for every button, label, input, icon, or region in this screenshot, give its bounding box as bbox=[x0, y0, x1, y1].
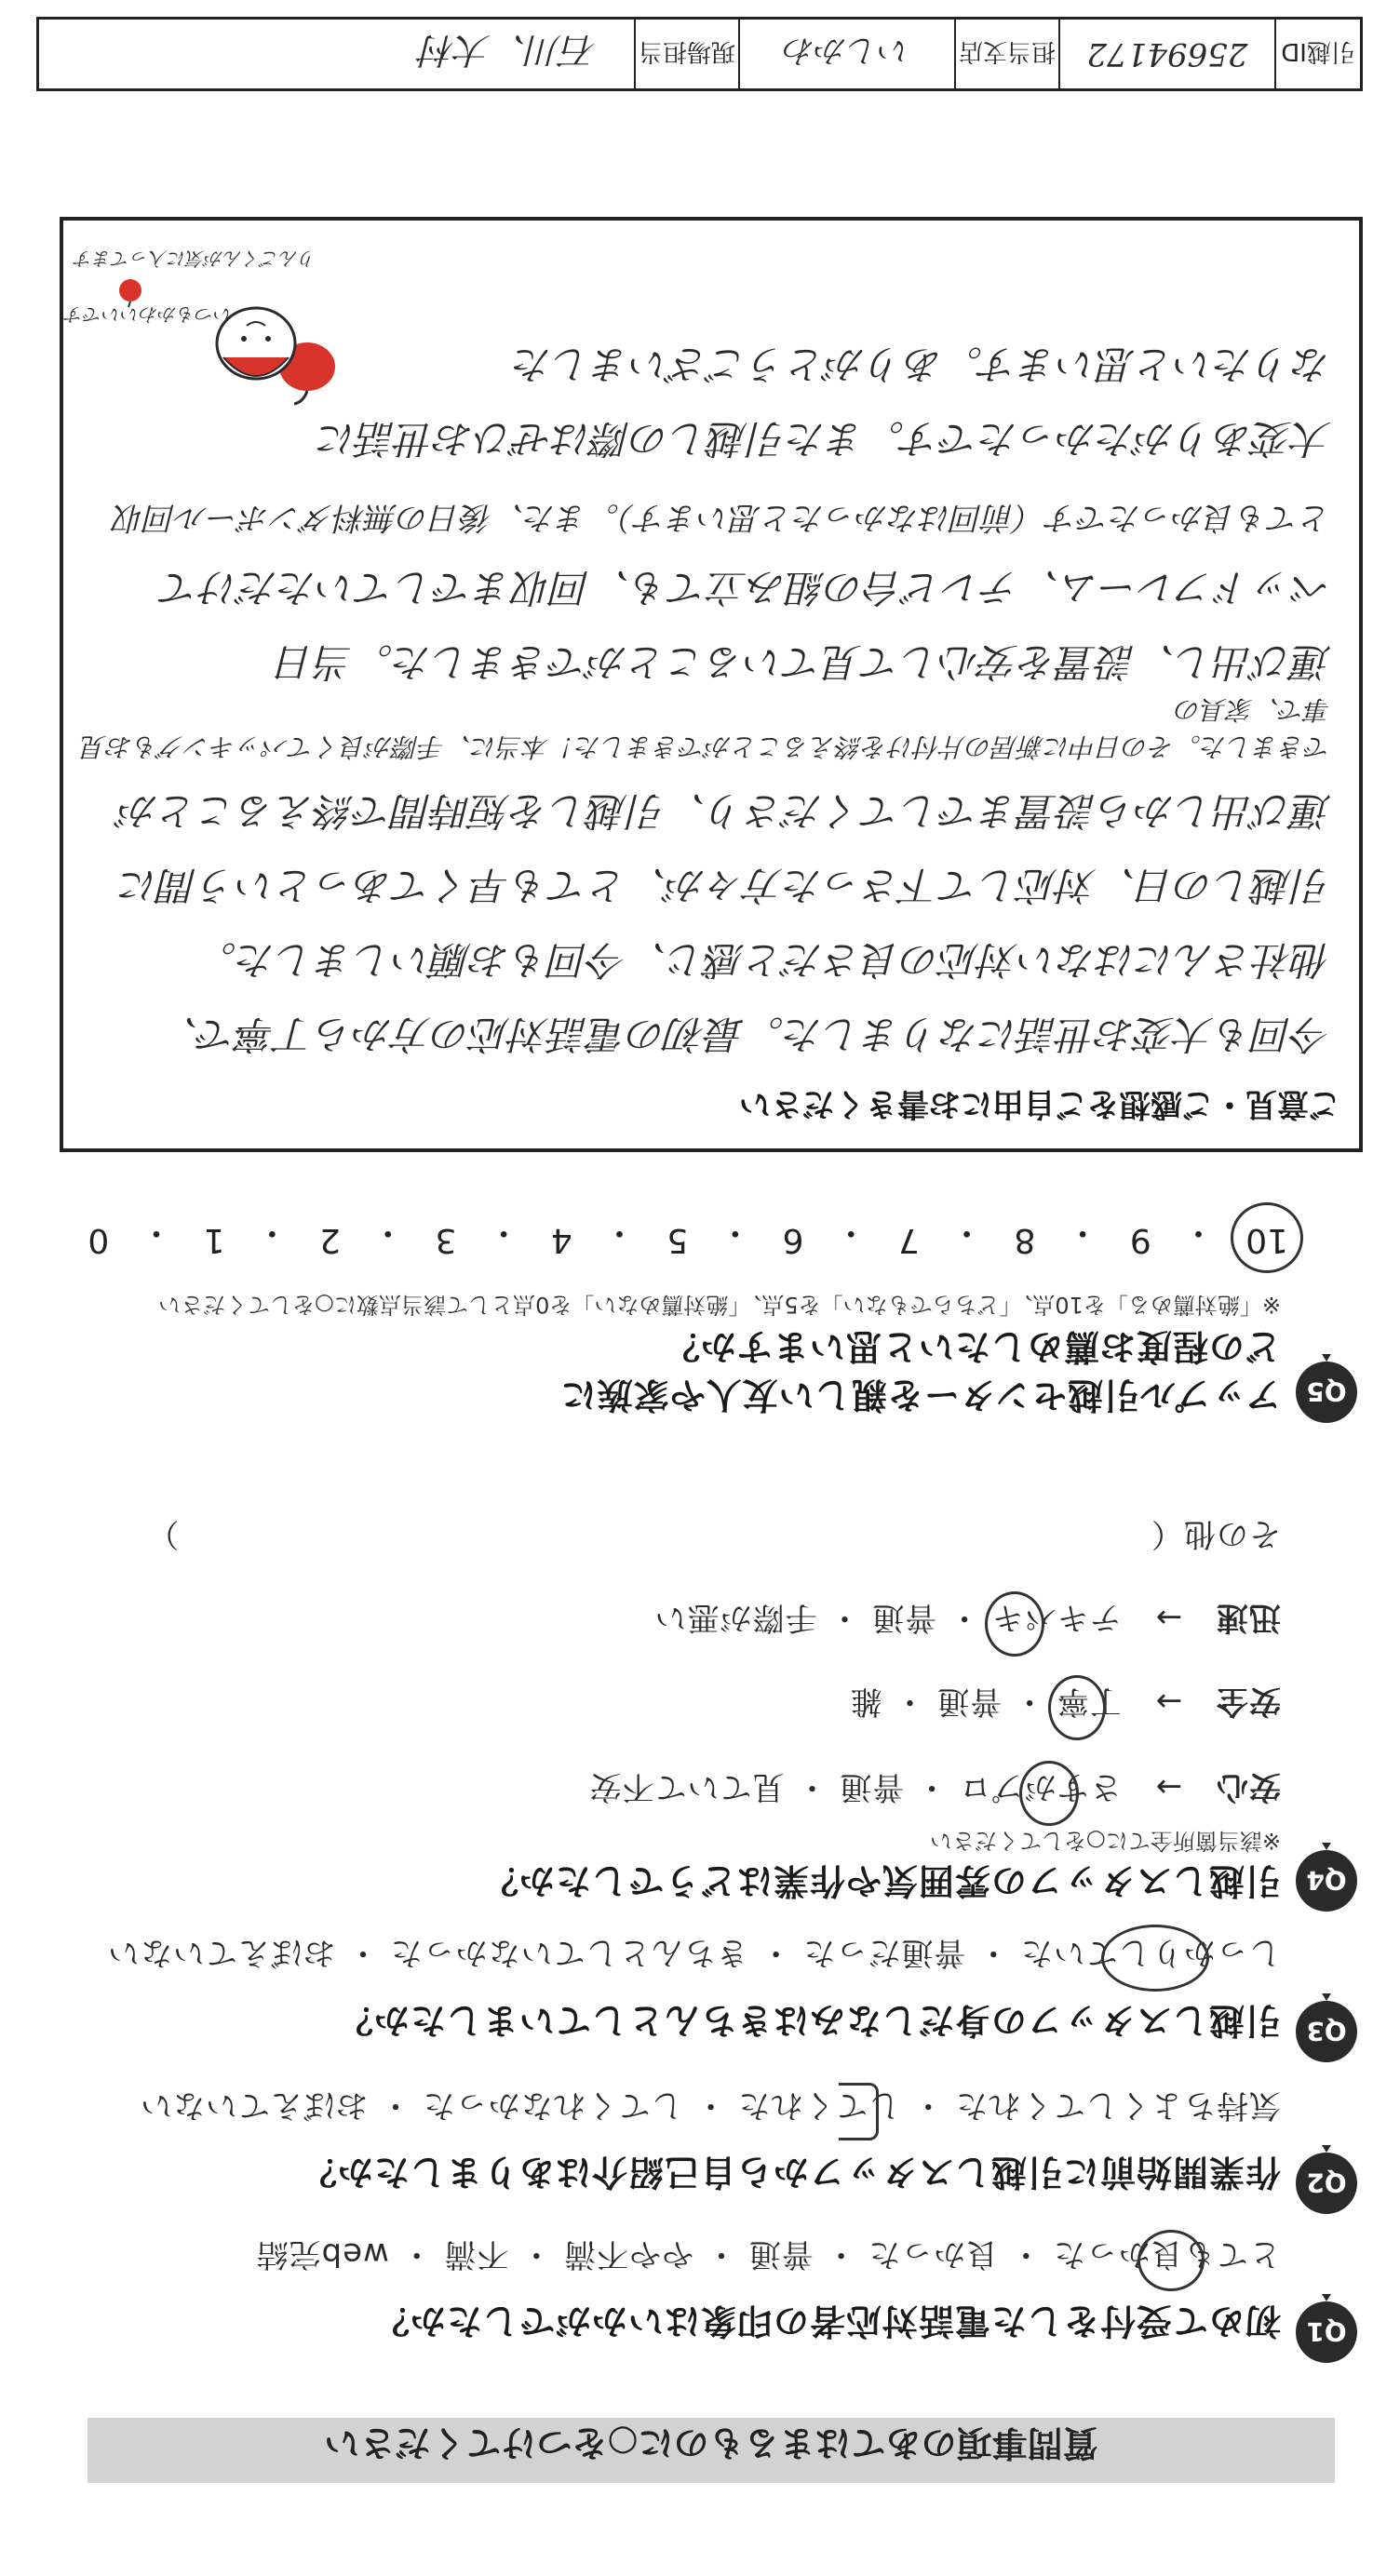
q5-selected-circle bbox=[1231, 1202, 1303, 1273]
q1-option-normal[interactable]: 普通 bbox=[747, 2235, 814, 2273]
q3-title: 引越しスタッフの身だしなみはきちんとしていましたか？ bbox=[336, 2000, 1281, 2041]
q3-badge-icon bbox=[1290, 1993, 1363, 2066]
footer-staff-label: 現場担当 bbox=[634, 20, 738, 88]
instruction-text: 質問事項のあてはまるものに○をつけてください bbox=[324, 2422, 1098, 2463]
q4-row2-selected-circle bbox=[1048, 1675, 1106, 1740]
q4-other-label: その他（ bbox=[1151, 1515, 1281, 1552]
q5-score-8[interactable]: 8 bbox=[1014, 1221, 1036, 1259]
svg-text:Q4: Q4 bbox=[1306, 1865, 1347, 1896]
footer-staff-value: 石川、大村 bbox=[419, 30, 597, 72]
q4-row3-selected-circle bbox=[985, 1591, 1044, 1657]
q4-opt-rough[interactable]: 雑 bbox=[849, 1683, 882, 1720]
svg-text:Q1: Q1 bbox=[1306, 2316, 1347, 2347]
comment-heading: ご意見・ご感想をご自由にお書きください bbox=[739, 1085, 1340, 1122]
q5-score-2[interactable]: 2 bbox=[319, 1221, 341, 1259]
comment-box bbox=[60, 217, 1363, 1152]
q4-opt-pro[interactable]: さすがプロ bbox=[958, 1768, 1122, 1805]
q5-score-0[interactable]: 0 bbox=[88, 1221, 110, 1259]
comment-line-3: 引越しの日、対応して下さった方々が、とても早くてあっという間に bbox=[119, 863, 1331, 908]
comment-line-6: 運び出し、設置を安心して見ていることができました。当日 bbox=[275, 639, 1331, 685]
q4-opt-normal[interactable]: 普通 bbox=[871, 1599, 937, 1636]
comment-line-7: ベッドフレーム、テレビ台の組み立ても、回収までしていただけて bbox=[160, 565, 1331, 610]
q2-title: 作業開始前に引越しスタッフから自己紹介はありましたか？ bbox=[300, 2152, 1281, 2193]
q4-opt-normal[interactable]: 普通 bbox=[839, 1768, 905, 1805]
q2-option-did-not[interactable]: してくれなかった bbox=[422, 2086, 683, 2124]
comment-line-8: とても良かったです（前回はなかったと思います）。また、後日の無料ダンボール回収 bbox=[113, 499, 1331, 536]
q1-badge-icon bbox=[1290, 2294, 1363, 2367]
q5-score-3[interactable]: 3 bbox=[435, 1221, 457, 1259]
q5-score-4[interactable]: 4 bbox=[550, 1221, 572, 1259]
footer-id-value: 25694172 bbox=[1058, 20, 1274, 88]
q4-opt-clumsy[interactable]: 手際が悪い bbox=[653, 1599, 817, 1636]
q4-opt-brisk[interactable]: テキパキ bbox=[990, 1599, 1122, 1636]
q1-options: とても良かった ・ 良かった ・ 普通 ・ やや不満 ・ 不満 ・ web完結 bbox=[255, 2235, 1281, 2273]
svg-text:Q3: Q3 bbox=[1306, 2016, 1347, 2046]
q4-row-safety: 安全 → 丁寧 ・ 普通 ・ 雑 bbox=[849, 1683, 1281, 1720]
q5-scale: 10 ・ 9 ・ 8 ・ 7 ・ 6 ・ 5 ・ 4 ・ 3 ・ 2 ・ 1 ・ 0 bbox=[88, 1214, 1288, 1259]
footer-branch-value: いしかわ bbox=[738, 20, 954, 88]
q3-option-neat[interactable]: しっかりしていた bbox=[1020, 1934, 1281, 1971]
q4-badge-icon bbox=[1290, 1843, 1363, 1915]
q1-option-good[interactable]: 良かった bbox=[868, 2235, 999, 2273]
q2-options: 気持ちよくしてくれた ・ してくれた ・ してくれなかった ・ おぼえていない bbox=[140, 2086, 1281, 2124]
q4-row-label: 安全 bbox=[1216, 1683, 1281, 1720]
q1-option-dissatisfied[interactable]: 不満 bbox=[443, 2235, 509, 2273]
q4-title: 引越しスタッフの雰囲気や作業はどうでしたか？ bbox=[481, 1860, 1281, 1901]
q4-note: ※該当箇所全てに○をしてください bbox=[929, 1828, 1281, 1854]
q1-option-slightly-dissatisfied[interactable]: やや不満 bbox=[563, 2235, 694, 2273]
q5-score-10[interactable]: 10 bbox=[1245, 1221, 1288, 1259]
q5-score-6[interactable]: 6 bbox=[782, 1221, 804, 1259]
q1-title: 初めて受付をした電話対応者の印象はいかがでしたか？ bbox=[372, 2301, 1281, 2341]
q3-option-not-neat[interactable]: きちんとしていなかった bbox=[389, 1934, 748, 1971]
comment-line-1: 今回も大変お世話になりました。最初の電話対応の方から丁寧で、 bbox=[158, 1012, 1331, 1057]
q4-opt-normal[interactable]: 普通 bbox=[936, 1683, 1003, 1720]
q4-other: その他（ ） bbox=[146, 1515, 1281, 1552]
q5-badge-icon bbox=[1290, 1354, 1363, 1427]
q3-option-normal[interactable]: 普通だった bbox=[802, 1934, 966, 1971]
doodle-caption-1: いつもかわいいです bbox=[65, 303, 233, 326]
q2-badge-icon bbox=[1290, 2145, 1363, 2218]
q3-selected-circle bbox=[1101, 1925, 1209, 1992]
q5-title-line2: どの程度お薦めしたいと思いますか？ bbox=[663, 1326, 1281, 1367]
q4-opt-anxious[interactable]: 見ていて不安 bbox=[588, 1768, 785, 1805]
q5-score-9[interactable]: 9 bbox=[1129, 1221, 1151, 1259]
q3-option-dont-remember[interactable]: おぼえていない bbox=[107, 1934, 336, 1971]
footer-branch-label: 担当支店 bbox=[954, 20, 1058, 88]
q2-option-dont-remember[interactable]: おぼえていない bbox=[140, 2086, 369, 2124]
q5-note: ※「絶対薦める」を10点、「どちらでもない」を5点、「絶対薦めない」を0点として該当点数に○をしてください bbox=[158, 1292, 1281, 1318]
doodle-caption-2: りんごくんが気に入ってます bbox=[74, 248, 316, 270]
q5-score-1[interactable]: 1 bbox=[203, 1221, 225, 1259]
q4-opt-careful[interactable]: 丁寧 bbox=[1056, 1683, 1122, 1720]
q5-score-7[interactable]: 7 bbox=[898, 1221, 920, 1259]
comment-line-10: なりたいと思います。ありがとうございました bbox=[513, 342, 1331, 387]
q4-row1-selected-circle bbox=[1019, 1761, 1079, 1826]
q1-option-very-good[interactable]: とても良かった bbox=[1053, 2235, 1281, 2273]
q4-row-label: 安心 bbox=[1216, 1768, 1281, 1805]
q4-row-speed: 迅速 → テキパキ ・ 普通 ・ 手際が悪い bbox=[653, 1599, 1281, 1636]
instruction-band bbox=[88, 2418, 1335, 2483]
q3-options: しっかりしていた ・ 普通だった ・ きちんとしていなかった ・ おぼえていない bbox=[107, 1934, 1281, 1971]
q4-row-label: 迅速 bbox=[1216, 1599, 1281, 1636]
q5-title-line1: アップル引越センターを親しい友人や家族に bbox=[559, 1375, 1281, 1415]
q4-row-security: 安心 → さすがプロ ・ 普通 ・ 見ていて不安 bbox=[588, 1768, 1281, 1805]
q2-selected-circle bbox=[839, 2083, 879, 2140]
comment-line-5: できました。その日中に新居の片付けを終えることができました！本当に、手際が良くてパッキングもお見事で、家具の bbox=[80, 694, 1331, 762]
footer-table bbox=[36, 17, 1363, 91]
comment-line-4: 運び出しから設置までしてくださり、引越しを短時間で終えることが bbox=[118, 788, 1331, 834]
svg-text:Q2: Q2 bbox=[1306, 2167, 1347, 2198]
q2-option-pleasant[interactable]: 気持ちよくしてくれた bbox=[955, 2086, 1281, 2124]
svg-text:Q5: Q5 bbox=[1306, 1376, 1347, 1407]
q5-score-5[interactable]: 5 bbox=[666, 1221, 689, 1259]
footer-id-label: 引越ID bbox=[1274, 20, 1360, 88]
comment-line-2: 他社さんにはない対応の良さだと感じ、今回もお願いしました。 bbox=[196, 937, 1331, 983]
q1-selected-circle bbox=[1138, 2230, 1205, 2291]
q1-option-web[interactable]: web完結 bbox=[255, 2235, 389, 2273]
comment-line-9: 大変ありがたかったです。また引越しの際はぜひお世話に bbox=[317, 416, 1331, 462]
q2-option-did[interactable]: してくれた bbox=[737, 2086, 901, 2124]
